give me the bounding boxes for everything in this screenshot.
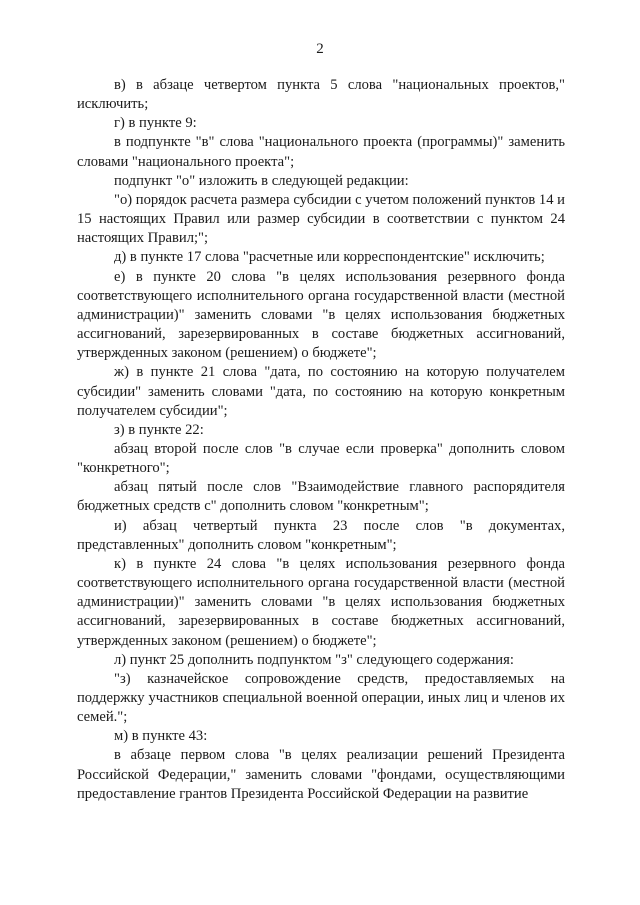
paragraph-z-abzac-2: абзац второй после слов "в случае если проверка" дополнить словом "конкретного";	[77, 440, 565, 477]
paragraph-m-abzac-1: в абзаце первом слова "в целях реализации решений Президента Российской Федерации," заменить словами "фондами, осуществляющими предоставление грантов Президента Российской Федерации на развитие	[77, 747, 565, 802]
document-body	[77, 76, 565, 804]
paragraph-z-abzac-5: абзац пятый после слов "Взаимодействие главного распорядителя бюджетных средств с" дополнить словом "конкретным";	[77, 479, 565, 515]
paragraph-l-subpoint-z: "з) казначейское сопровождение средств, предоставляемых на поддержку участников специальной военной операции, иных лиц и членов их семей.";	[77, 670, 565, 726]
paragraph-g-subpoint-o-text: "о) порядок расчета размера субсидии с учетом положений пунктов 14 и 15 настоящих Правил или размер субсидии в соответствии с пунктом 24 настоящих Правил;";	[77, 191, 565, 247]
paragraph-z: з) в пункте 22:	[114, 421, 204, 438]
paragraph-g-subpoint-v: в подпункте "в" слова "национального проекта (программы)" заменить словами "национального проекта";	[77, 134, 565, 170]
paragraph-m: м) в пункте 43:	[114, 728, 208, 745]
paragraph-g-subpoint-o-intro: подпункт "о" изложить в следующей редакции:	[114, 172, 409, 189]
page-number: 2	[316, 41, 324, 57]
paragraph-v: в) в абзаце четвертом пункта 5 слова "национальных проектов," исключить;	[77, 77, 565, 113]
paragraph-k: к) в пункте 24 слова "в целях использования резервного фонда соответствующего исполнительного органа государственной власти (местной администрации)" заменить словами "в целях использования бюджетных ассигнований, зарезервированных в составе бюджетных ассигнований, утвержденных законом (решением) о бюджете";	[77, 555, 565, 649]
paragraph-zh: ж) в пункте 21 слова "дата, по состоянию на которую получателем субсидии" заменить словами "дата, по состоянию на которую конкретным получателем субсидии";	[77, 364, 565, 419]
paragraph-e: е) в пункте 20 слова "в целях использования резервного фонда соответствующего исполнительного органа государственной власти (местной администрации)" заменить словами "в целях использования бюджетных ассигнований, зарезервированных в составе бюджетных ассигнований, утвержденных законом (решением) о бюджете";	[77, 268, 565, 362]
paragraph-d: д) в пункте 17 слова "расчетные или корреспондентские" исключить;	[114, 249, 545, 266]
paragraph-l: л) пункт 25 дополнить подпунктом "з" следующего содержания:	[114, 651, 514, 668]
paragraph-i: и) абзац четвертый пункта 23 после слов "в документах, представленных" дополнить словом "конкретным";	[77, 517, 565, 553]
paragraph-g: г) в пункте 9:	[114, 115, 197, 132]
